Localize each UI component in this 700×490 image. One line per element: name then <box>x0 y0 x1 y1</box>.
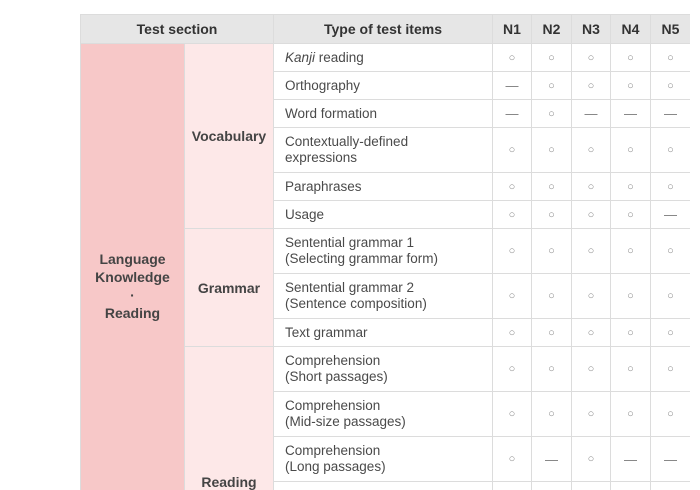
item-label: Paraphrases <box>274 173 493 201</box>
item-label-line1: Sentential grammar 1 <box>285 235 415 250</box>
section-label-line3: Reading <box>104 305 161 321</box>
mark-cell: ○ <box>493 274 532 319</box>
mark-cell: ○ <box>572 437 611 482</box>
mark-cell: ○ <box>532 44 572 72</box>
item-label <box>274 128 493 173</box>
header-test-section: Test section <box>81 15 274 44</box>
mark-cell: ○ <box>532 173 572 201</box>
mark-cell: ○ <box>651 229 691 274</box>
mark-cell: ○ <box>651 319 691 347</box>
mark-cell: ○ <box>611 128 651 173</box>
mark-cell: ○ <box>532 319 572 347</box>
mark-cell: — <box>611 100 651 128</box>
item-label-line1: Comprehension <box>285 398 381 413</box>
mark-cell: ○ <box>611 274 651 319</box>
mark-cell: ○ <box>611 319 651 347</box>
section-label-separator: · <box>130 287 135 303</box>
mark-cell: — <box>651 437 691 482</box>
mark-cell: ○ <box>532 128 572 173</box>
mark-cell <box>493 482 532 490</box>
mark-cell: ○ <box>651 347 691 392</box>
mark-cell: ○ <box>532 72 572 100</box>
item-kanji-reading <box>274 44 493 72</box>
mark-cell: ○ <box>611 173 651 201</box>
mark-cell: ○ <box>572 72 611 100</box>
item-kanji-emphasis: Kanji <box>285 49 316 65</box>
mark-cell: ○ <box>493 44 532 72</box>
item-label <box>274 347 493 392</box>
item-label-line2: expressions <box>285 150 358 165</box>
mark-cell: ○ <box>532 274 572 319</box>
item-label: Text grammar <box>274 319 493 347</box>
mark-cell: ○ <box>572 173 611 201</box>
mark-cell: — <box>651 100 691 128</box>
mark-cell: ○ <box>651 274 691 319</box>
mark-cell: ○ <box>572 128 611 173</box>
subsection-vocabulary: Vocabulary <box>185 44 274 229</box>
header-level-n3: N3 <box>572 15 611 44</box>
mark-cell: — <box>493 72 532 100</box>
item-label-cutoff <box>274 482 493 490</box>
mark-cell: ○ <box>532 100 572 128</box>
item-label-line2: (Mid-size passages) <box>285 414 406 429</box>
item-kanji-rest: reading <box>315 49 364 65</box>
mark-cell <box>651 482 691 490</box>
table-header-row <box>81 15 691 44</box>
mark-cell: ○ <box>493 201 532 229</box>
mark-cell: ○ <box>493 229 532 274</box>
mark-cell: — <box>651 201 691 229</box>
mark-cell: — <box>572 100 611 128</box>
mark-cell: ○ <box>532 229 572 274</box>
item-label <box>274 229 493 274</box>
mark-cell: ○ <box>651 44 691 72</box>
subsection-reading: Reading <box>185 347 274 490</box>
item-label-line1: Sentential grammar 2 <box>285 280 415 295</box>
mark-cell: ○ <box>611 392 651 437</box>
mark-cell: — <box>611 437 651 482</box>
test-sections-table-container <box>80 14 690 490</box>
mark-cell: ○ <box>493 173 532 201</box>
mark-cell <box>532 482 572 490</box>
mark-cell: ○ <box>493 437 532 482</box>
item-label: Word formation <box>274 100 493 128</box>
mark-cell: ○ <box>532 201 572 229</box>
item-label <box>274 437 493 482</box>
table-row <box>81 44 691 72</box>
test-sections-table <box>80 14 690 490</box>
mark-cell: ○ <box>572 229 611 274</box>
item-label-line2: (Short passages) <box>285 369 388 384</box>
item-label-line2: (Long passages) <box>285 459 386 474</box>
item-label-line1: Comprehension <box>285 353 381 368</box>
subsection-grammar: Grammar <box>185 229 274 347</box>
item-label-line2: (Sentence composition) <box>285 296 427 311</box>
item-label-line1: Comprehension <box>285 443 381 458</box>
mark-cell: ○ <box>611 229 651 274</box>
mark-cell: ○ <box>611 201 651 229</box>
mark-cell: ○ <box>611 72 651 100</box>
header-type-of-test-items: Type of test items <box>274 15 493 44</box>
mark-cell: ○ <box>572 274 611 319</box>
section-label-line1: Language <box>99 251 166 267</box>
mark-cell: ○ <box>493 392 532 437</box>
mark-cell: ○ <box>493 128 532 173</box>
mark-cell: ○ <box>611 347 651 392</box>
section-language-knowledge-reading <box>81 44 185 490</box>
mark-cell: ○ <box>532 347 572 392</box>
mark-cell: ○ <box>651 392 691 437</box>
mark-cell: ○ <box>532 392 572 437</box>
mark-cell: ○ <box>611 44 651 72</box>
header-level-n4: N4 <box>611 15 651 44</box>
mark-cell: ○ <box>572 347 611 392</box>
mark-cell: ○ <box>651 128 691 173</box>
mark-cell <box>572 482 611 490</box>
header-level-n5: N5 <box>651 15 691 44</box>
item-label-line2: (Selecting grammar form) <box>285 251 439 266</box>
mark-cell: — <box>532 437 572 482</box>
mark-cell: — <box>493 100 532 128</box>
mark-cell <box>611 482 651 490</box>
mark-cell: ○ <box>651 173 691 201</box>
header-level-n1: N1 <box>493 15 532 44</box>
mark-cell: ○ <box>493 319 532 347</box>
section-label-line2: Knowledge <box>95 269 170 285</box>
header-level-n2: N2 <box>532 15 572 44</box>
item-label <box>274 274 493 319</box>
mark-cell: ○ <box>572 319 611 347</box>
item-label: Usage <box>274 201 493 229</box>
mark-cell: ○ <box>572 392 611 437</box>
mark-cell: ○ <box>572 201 611 229</box>
mark-cell: ○ <box>572 44 611 72</box>
mark-cell: ○ <box>493 347 532 392</box>
item-label: Orthography <box>274 72 493 100</box>
item-label <box>274 392 493 437</box>
item-label-line1: Contextually-defined <box>285 134 409 149</box>
mark-cell: ○ <box>651 72 691 100</box>
